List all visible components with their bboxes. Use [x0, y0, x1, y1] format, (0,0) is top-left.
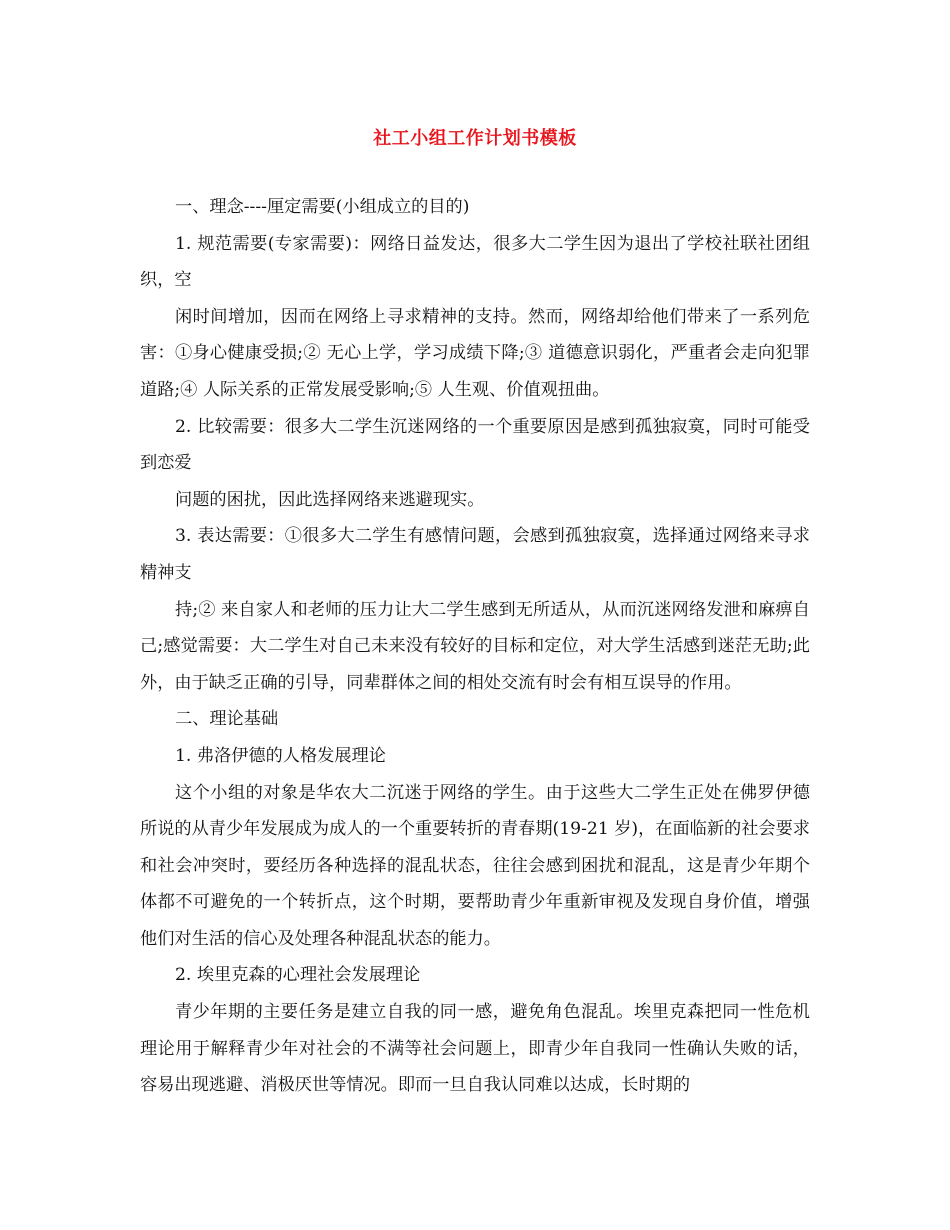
document-title: 社工小组工作计划书模板: [373, 128, 577, 149]
paragraph-comparative-need: 2. 比较需要：很多大二学生沉迷网络的一个重要原因是感到孤独寂寞，同时可能受到恋爱: [140, 416, 810, 474]
paragraph-escape-reality: 问题的困扰，因此选择网络来逃避现实。: [175, 489, 485, 510]
subheading-erikson: 2. 埃里克森的心理社会发展理论: [175, 965, 421, 986]
section-heading-1: 一、理念----厘定需要(小组成立的目的): [175, 197, 470, 217]
paragraph-family-pressure: 持;② 来自家人和老师的压力让大二学生感到无所适从，从而沉迷网络发泄和麻痹自己;感觉需要：大二学生对自己未来没有较好的目标和定位，对大学生活感到迷茫无助;此外，由于缺乏正确的引导，同辈群体之间的相处交流有时会有相互误导的作用。: [140, 599, 810, 693]
paragraph-erikson-theory: 青少年期的主要任务是建立自我的同一感，避免角色混乱。埃里克森把同一性危机理论用于解释青少年对社会的不满等社会问题上，即青少年自我同一性确认失败的话，容易出现逃避、消极厌世等情况。即而一旦自我认同难以达成，长时期的: [140, 1002, 810, 1096]
subheading-freud: 1. 弗洛伊德的人格发展理论: [175, 745, 386, 766]
paragraph-freud-theory: 这个小组的对象是华农大二沉迷于网络的学生。由于这些大二学生正处在佛罗伊德所说的从青少年发展成为成人的一个重要转折的青春期(19-21 岁)，在面临新的社会要求和社会冲突时，要经历各种选择的混乱状态，往往会感到困扰和混乱，这是青少年期个体都不可避免的一个转折点，这个时期，要帮助青少年重新审视及发现自身价值，增强他们对生活的信心及处理各种混乱状态的能力。: [140, 782, 810, 949]
document-body: [140, 189, 810, 1104]
paragraph-normative-need: 1. 规范需要(专家需要)：网络日益发达，很多大二学生因为退出了学校社联社团组织，空: [140, 233, 810, 291]
paragraph-expressed-need: 3. 表达需要：①很多大二学生有感情问题，会感到孤独寂寞，选择通过网络来寻求精神支: [140, 526, 810, 583]
section-heading-2: 二、理论基础: [175, 709, 279, 730]
paragraph-network-harm: 闲时间增加，因而在网络上寻求精神的支持。然而，网络却给他们带来了一系列危害：①身心健康受损;② 无心上学，学习成绩下降;③ 道德意识弱化，严重者会走向犯罪道路;④ 人际关系的正常发展受影响;⑤ 人生观、价值观扭曲。: [140, 306, 810, 400]
